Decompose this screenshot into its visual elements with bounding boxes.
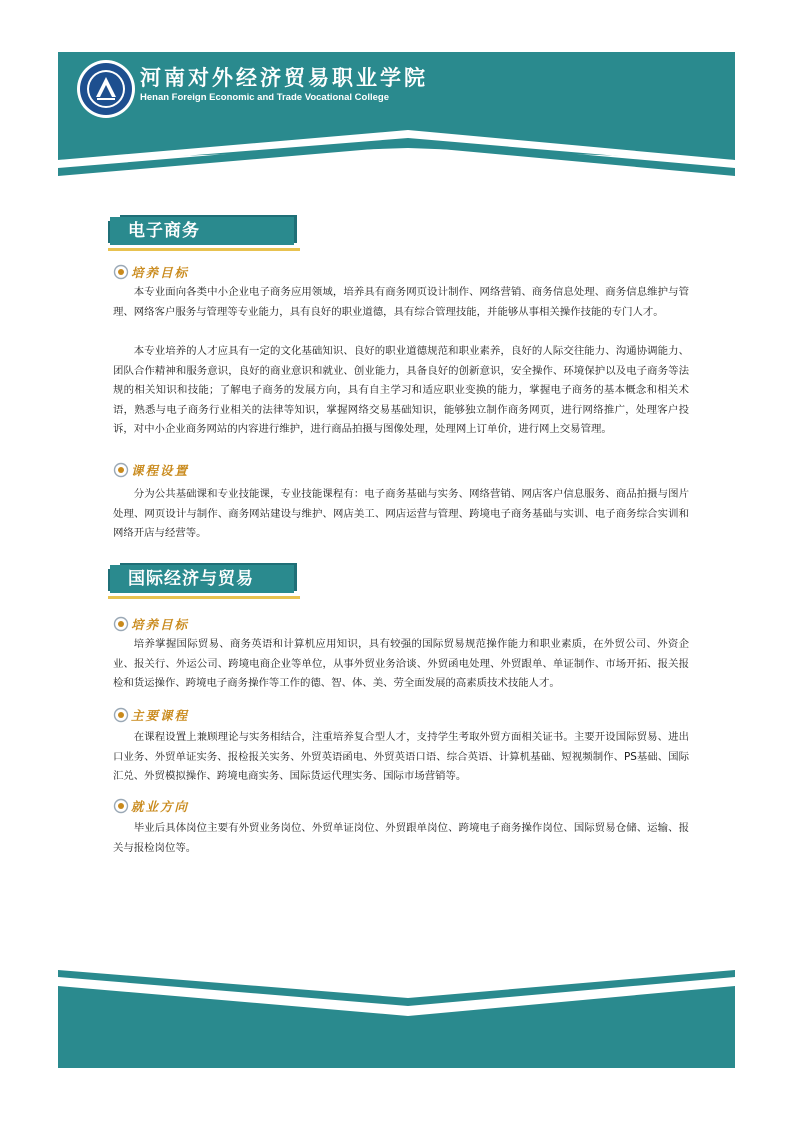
circle-bullet-icon xyxy=(113,616,129,632)
section-title-banner xyxy=(108,563,300,601)
subheading-main-courses xyxy=(113,706,189,724)
circle-bullet-icon xyxy=(113,264,129,280)
paragraph: 本专业培养的人才应具有一定的文化基础知识、良好的职业道德规范和职业素养，良好的人际交往能力、沟通协调能力、团队合作精神和服务意识，良好的商业意识和就业、创业能力，具备良好的创新意识，安全操作、环境保护以及电子商务等法规的相关知识和技能；了解电子商务的发展方向，具有自主学习和适应职业变换的能力，掌握电子商务的基本概念和相关术语，熟悉与电子商务行业相关的法律等知识，掌握网络交易基础知识，能够独立制作商务网页，进行网络推广，处理客户投诉，对中小企业商务网站的内容进行维护，进行商品拍摄与图像处理，处理网上订单价，进行网上交易管理。 xyxy=(113,345,689,435)
circle-bullet-icon xyxy=(113,707,129,723)
paragraph: 毕业后具体岗位主要有外贸业务岗位、外贸单证岗位、外贸跟单岗位、跨境电子商务操作岗位、国际贸易仓储、运输、报关与报检岗位等。 xyxy=(113,822,689,854)
paragraph: 本专业面向各类中小企业电子商务应用领域，培养具有商务网页设计制作、网络营销、商务信息处理、商务信息维护与管理、网络客户服务与管理等专业能力，具有良好的职业道德，具有综合管理技能，并能够从事相关操作技能的专门人才。 xyxy=(113,286,689,318)
circle-bullet-icon xyxy=(113,798,129,814)
college-seal-icon xyxy=(76,59,136,119)
circle-bullet-icon xyxy=(113,462,129,478)
footer-band xyxy=(0,960,793,1070)
subheading-label: 课程设置 xyxy=(131,463,190,478)
paragraph: 在课程设置上兼顾理论与实务相结合，注重培养复合型人才，支持学生考取外贸方面相关证书。主要开设国际贸易、进出口业务、外贸单证实务、报检报关实务、外贸英语函电、外贸英语口语、综合英语、计算机基础、短视频制作、PS基础、国际汇兑、外贸模拟操作、跨境电商实务、国际货运代理实务、国际市场营销等。 xyxy=(113,731,689,782)
subheading-label: 主要课程 xyxy=(131,708,190,723)
subheading-training-goal xyxy=(113,263,189,281)
section-title: 国际经济与贸易 xyxy=(128,569,254,589)
subheading-course-setup xyxy=(113,461,189,479)
subheading-career-direction xyxy=(113,797,189,815)
college-name-cn: 河南对外经济贸易职业学院 xyxy=(140,65,428,90)
paragraph: 分为公共基础课和专业技能课，专业技能课程有：电子商务基础与实务、网络营销、网店客户信息服务、商品拍摄与图片处理、网页设计与制作、商务网站建设与维护、网店美工、网店运营与管理、跨境电子商务基础与实训、电子商务综合实训和网络开店与经营等。 xyxy=(113,488,689,539)
paragraph: 培养掌握国际贸易、商务英语和计算机应用知识，具有较强的国际贸易规范操作能力和职业素质，在外贸公司、外资企业、报关行、外运公司、跨境电商企业等单位，从事外贸业务洽谈、外贸函电处理、外贸跟单、单证制作、市场开拓、报关报检和货运操作、跨境电子商务操作等工作的德、智、体、美、劳全面发展的高素质技术技能人才。 xyxy=(113,638,689,689)
section-title-banner xyxy=(108,215,300,253)
college-name-en: Henan Foreign Economic and Trade Vocational College xyxy=(140,92,389,103)
section-title: 电子商务 xyxy=(128,221,200,241)
subheading-label: 培养目标 xyxy=(131,265,190,280)
subheading-training-goal xyxy=(113,615,189,633)
subheading-label: 培养目标 xyxy=(131,617,190,632)
subheading-label: 就业方向 xyxy=(131,799,190,814)
